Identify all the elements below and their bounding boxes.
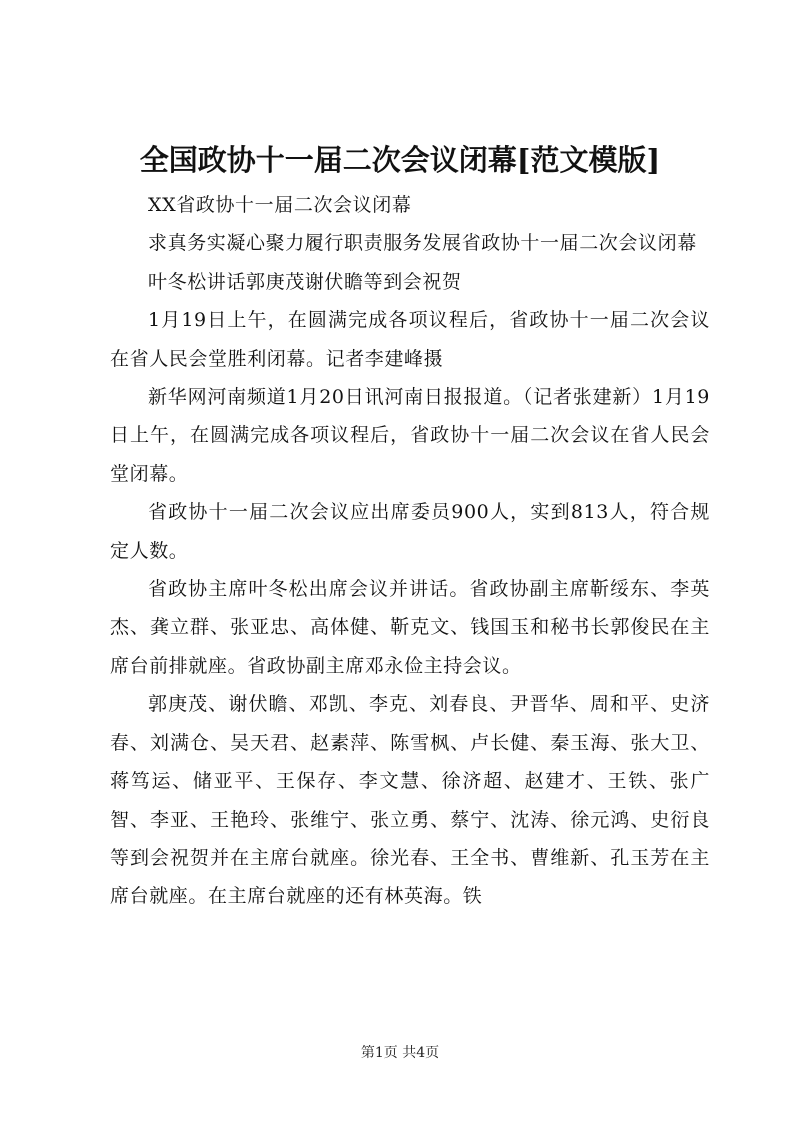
paragraph-attendance: 省政协十一届二次会议应出席委员900人，实到813人，符合规定人数。 — [110, 501, 710, 562]
document-body — [110, 186, 710, 916]
paragraph-guests: 郭庚茂、谢伏瞻、邓凯、李克、刘春良、尹晋华、周和平、史济春、刘满仓、吴天君、赵素萍、陈雪枫、卢长健、秦玉海、张大卫、蒋笃运、储亚平、王保存、李文慧、徐济超、赵建才、王铁、张广智、李亚、王艳玲、张维宁、张立勇、蔡宁、沈涛、徐元鸿、史衍良等到会祝贺并在主席台就座。徐光春、王全书、曹维新、孔玉芳在主席台就座。在主席台就座的还有林英海。铁 — [110, 693, 710, 908]
paragraph-headline: 求真务实凝心聚力履行职责服务发展省政协十一届二次会议闭幕 — [148, 232, 697, 255]
paragraph-subheadline: 叶冬松讲话郭庚茂谢伏瞻等到会祝贺 — [148, 270, 462, 293]
paragraph-subtitle: XX省政协十一届二次会议闭幕 — [148, 194, 412, 216]
paragraph-news-lead: 新华网河南频道1月20日讯河南日报报道。（记者张建新）1月19日上午，在圆满完成各项议程后，省政协十一届二次会议在省人民会堂闭幕。 — [110, 386, 710, 485]
page-number-footer: 第1页 共4页 — [360, 1045, 440, 1061]
paragraph-photo-caption: 1月19日上午，在圆满完成各项议程后，省政协十一届二次会议在省人民会堂胜利闭幕。记者李建峰摄 — [110, 309, 710, 370]
paragraph-chair-speech: 省政协主席叶冬松出席会议并讲话。省政协副主席靳绥东、李英杰、龚立群、张亚忠、高体健、靳克文、钱国玉和秘书长郭俊民在主席台前排就座。省政协副主席邓永俭主持会议。 — [110, 578, 710, 677]
document-title: 全国政协十一届二次会议闭幕[范文模版] — [139, 143, 661, 177]
